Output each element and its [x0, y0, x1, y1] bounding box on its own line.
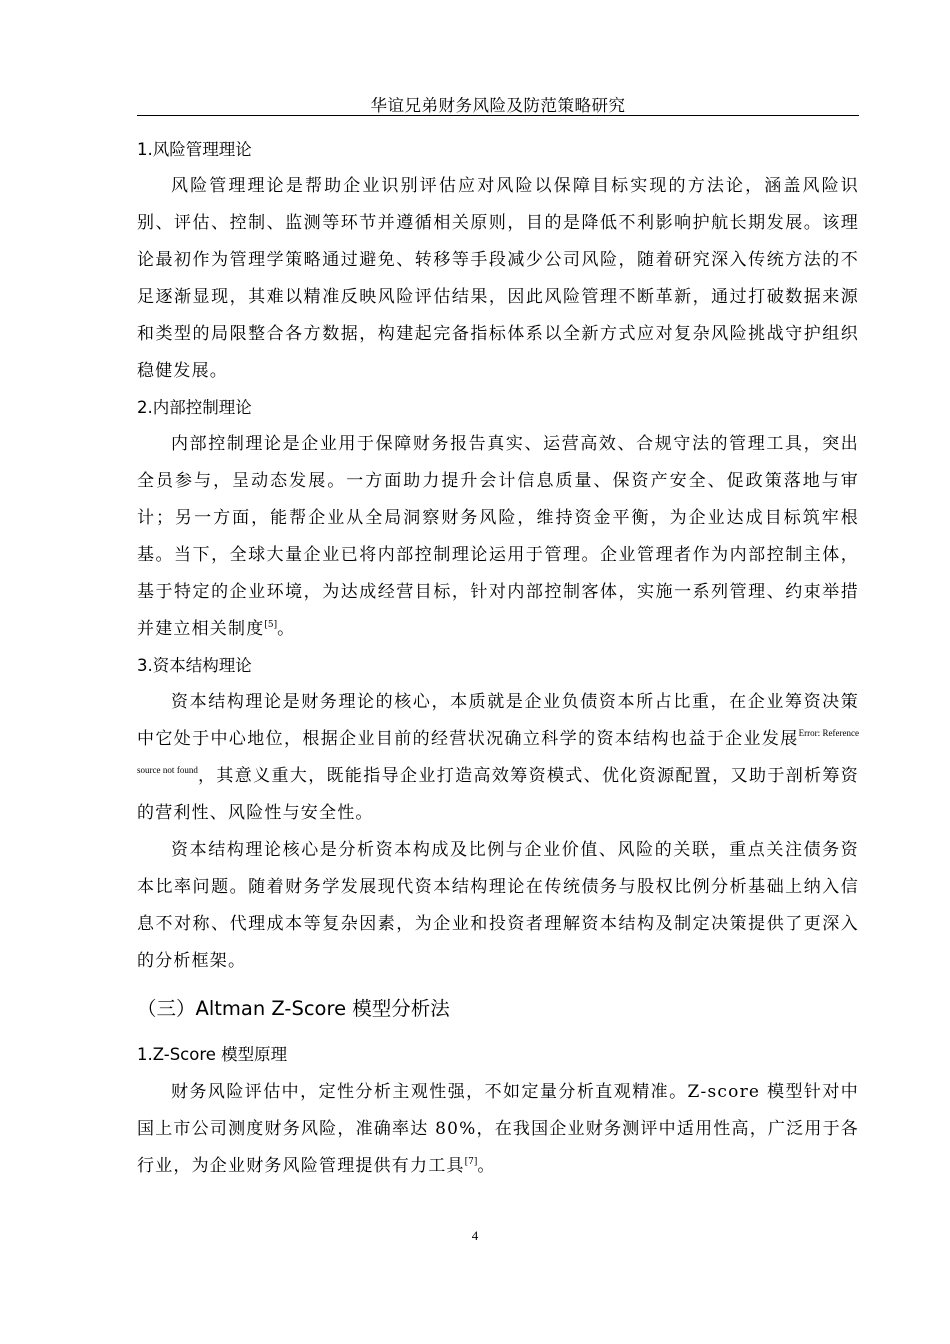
section-heading-risk-management: 1.风险管理理论: [137, 140, 252, 159]
paragraph-end: 。: [477, 1156, 496, 1176]
citation-ref: [5]: [264, 620, 278, 630]
paragraph-zscore: [137, 1074, 859, 1185]
section-heading-altman: （三）Altman Z-Score 模型分析法: [137, 997, 450, 1020]
paragraph-text: 财务风险评估中，定性分析主观性强，不如定量分析直观精准。Z-score 模型针对中国上市公司测度财务风险，准确率达 80%，在我国企业财务测评中适用性高，广泛用于各行业，为企业财务风险管理提供有力工具: [137, 1082, 859, 1176]
paragraph-end: 。: [277, 619, 296, 639]
subsection-heading-zscore: 1.Z-Score 模型原理: [137, 1045, 288, 1064]
running-header: 华谊兄弟财务风险及防范策略研究: [370, 96, 626, 115]
paragraph-risk-management: 风险管理理论是帮助企业识别评估应对风险以保障目标实现的方法论，涵盖风险识别、评估、控制、监测等环节并遵循相关原则，目的是降低不利影响护航长期发展。该理论最初作为管理学策略通过避免、转移等手段减少公司风险，随着研究深入传统方法的不足逐渐显现，其难以精准反映风险评估结果，因此风险管理不断革新，通过打破数据来源和类型的局限整合各方数据，构建起完备指标体系以全新方式应对复杂风险挑战守护组织稳健发展。: [137, 176, 859, 381]
page-body: [137, 132, 859, 1185]
paragraph-capital-structure-1: [137, 684, 859, 832]
paragraph-text: 资本结构理论是财务理论的核心，本质就是企业负债资本所占比重，在企业筹资决策中它处于中心地位，根据企业目前的经营状况确立科学的资本结构也益于企业发展: [137, 692, 859, 749]
paragraph-text-continued: ，其意义重大，既能指导企业打造高效筹资模式、优化资源配置，又助于剖析筹资的营利性、风险性与安全性。: [137, 766, 859, 823]
paragraph-capital-structure-2: 资本结构理论核心是分析资本构成及比例与企业价值、风险的关联，重点关注债务资本比率问题。随着财务学发展现代资本结构理论在传统债务与股权比例分析基础上纳入信息不对称、代理成本等复杂因素，为企业和投资者理解资本结构及制定决策提供了更深入的分析框架。: [137, 840, 859, 971]
paragraph-text: 内部控制理论是企业用于保障财务报告真实、运营高效、合规守法的管理工具，突出全员参与，呈动态发展。一方面助力提升会计信息质量、保资产安全、促政策落地与审计；另一方面，能帮企业从全局洞察财务风险，维持资金平衡，为企业达成目标筑牢根基。当下，全球大量企业已将内部控制理论运用于管理。企业管理者作为内部控制主体，基于特定的企业环境，为达成经营目标，针对内部控制客体，实施一系列管理、约束举措并建立相关制度: [137, 434, 859, 639]
reference-error-note: Error: Reference source not found: [137, 728, 859, 775]
page-number: 4: [471, 1228, 479, 1243]
section-heading-internal-control: 2.内部控制理论: [137, 398, 252, 417]
header-rule: [137, 115, 859, 116]
citation-ref: [7]: [464, 1157, 478, 1167]
section-heading-capital-structure: 3.资本结构理论: [137, 656, 252, 675]
paragraph-internal-control: [137, 426, 859, 648]
